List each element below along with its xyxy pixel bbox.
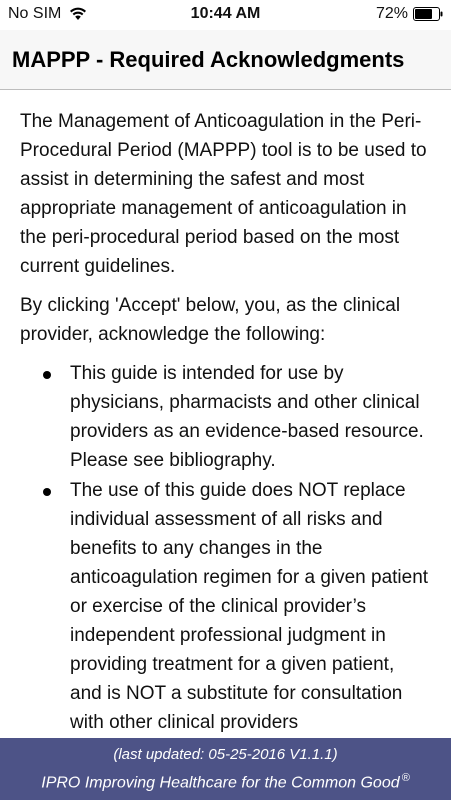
status-bar xyxy=(0,0,451,30)
status-time: 10:44 AM xyxy=(190,5,261,22)
list-item xyxy=(70,359,431,475)
page-title: MAPPP - Required Acknowledgments xyxy=(12,47,405,72)
lead-paragraph: By clicking 'Accept' below, you, as the clinical provider, acknowledge the following: xyxy=(20,295,401,345)
battery-icon xyxy=(413,7,443,21)
intro-paragraph: The Management of Anticoagulation in the Peri-Procedural Period (MAPPP) tool is to be used to assist in determining the safest and most appropriate management of anticoagulation in the peri-procedural period based on the most current guidelines. xyxy=(20,111,427,277)
status-right xyxy=(376,5,443,23)
list-item xyxy=(70,476,431,737)
navigation-bar xyxy=(0,30,451,90)
bullet-icon xyxy=(43,488,51,496)
footer xyxy=(0,738,451,800)
last-updated-label: (last updated: 05-25-2016 V1.1.1) xyxy=(113,746,338,763)
list-item-text: The use of this guide does NOT replace individual assessment of all risks and benefits to any changes in the anticoagulation regimen for a given patient or exercise of the clinical provider’s independent professional judgment in providing treatment for a given patient, and is NOT a substitute for consultation with other clinical providers xyxy=(70,480,429,733)
registered-mark: ® xyxy=(401,772,410,784)
acknowledgment-list xyxy=(20,359,431,737)
battery-percent: 72% xyxy=(375,5,408,22)
list-item-text: This guide is intended for use by physicians, pharmacists and other clinical providers as an evidence-based resource. Please see bibliography. xyxy=(70,363,424,471)
bullet-icon xyxy=(43,371,51,379)
acknowledgment-content[interactable] xyxy=(0,90,451,738)
organization-text: IPRO Improving Healthcare for the Common Good xyxy=(41,774,400,792)
organization-tagline xyxy=(0,772,451,792)
carrier-label: No SIM xyxy=(8,5,62,22)
